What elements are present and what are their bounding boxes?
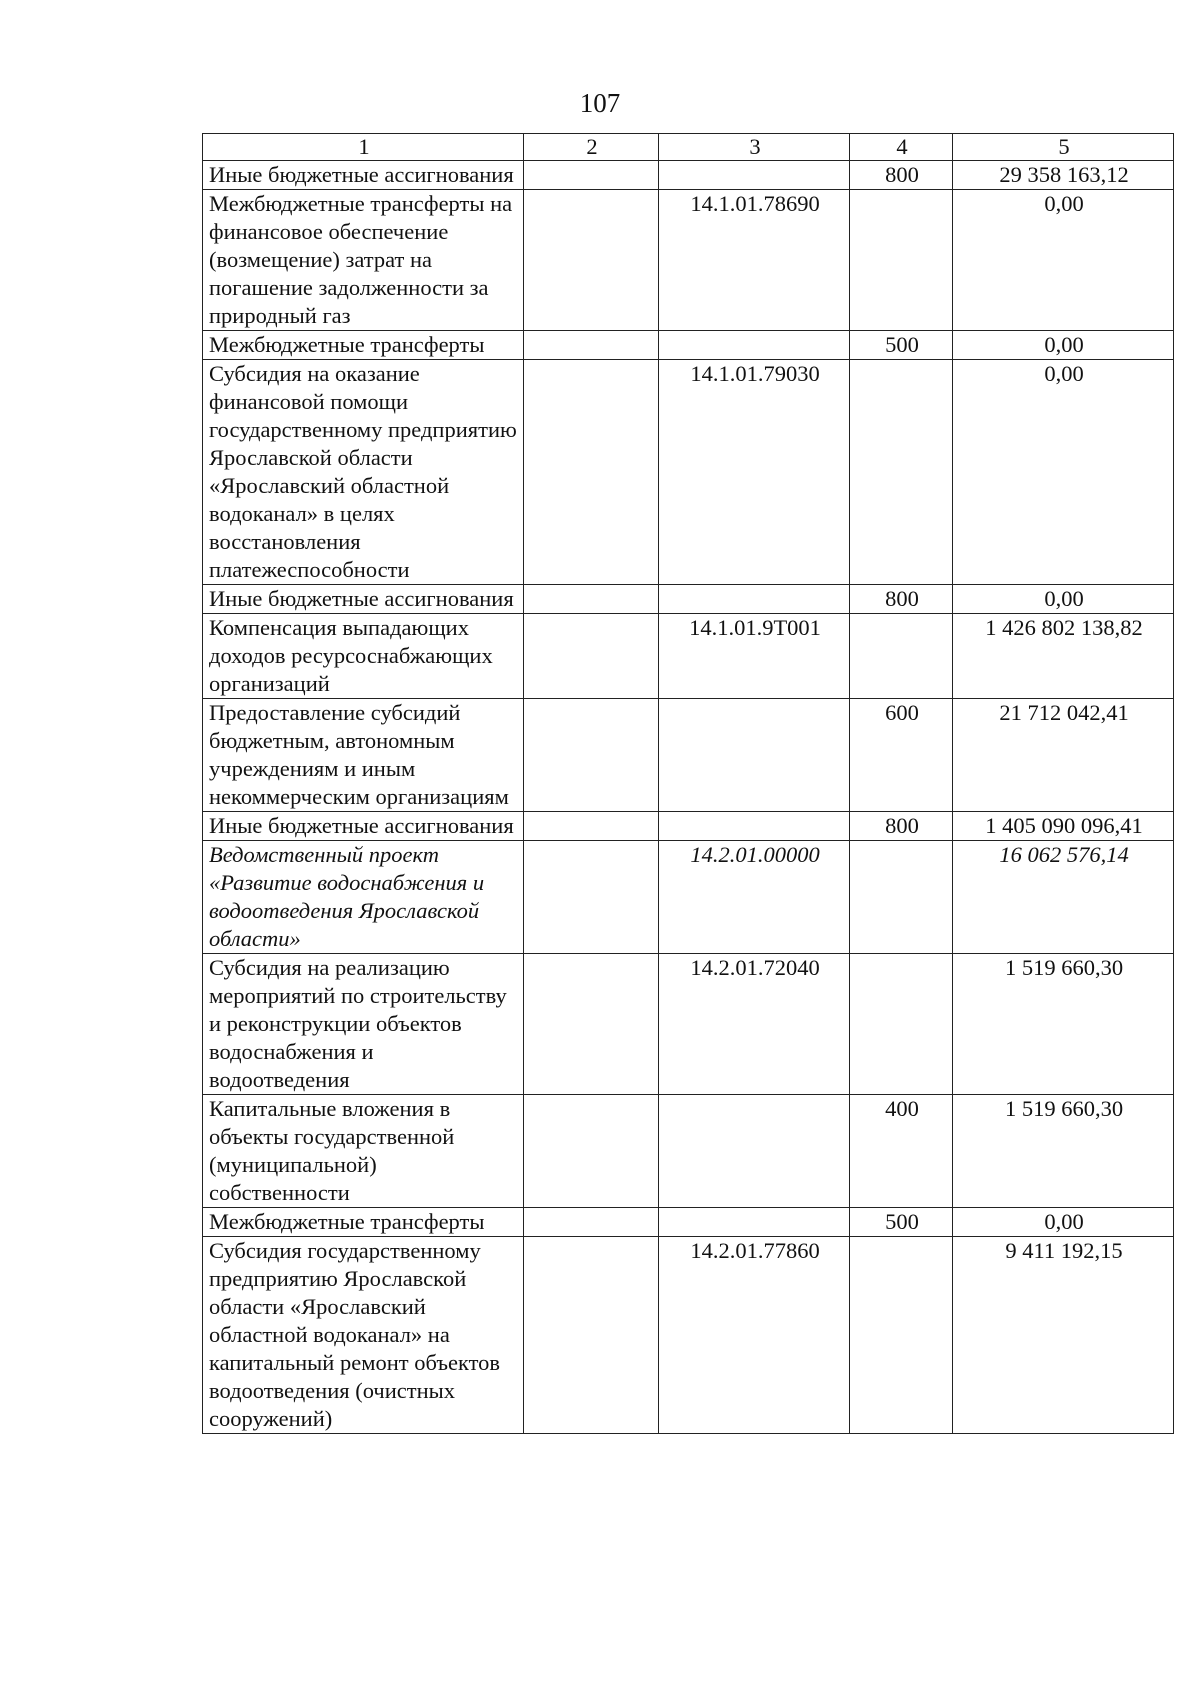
table-header-row	[203, 134, 1174, 161]
row-amount-cell: 16 062 576,14	[953, 841, 1174, 954]
row-code-cell: 14.1.01.9Т001	[659, 614, 850, 699]
table-row	[203, 1208, 1174, 1237]
row-col2-cell	[524, 812, 659, 841]
row-code-cell: 14.1.01.78690	[659, 190, 850, 331]
table-row	[203, 699, 1174, 812]
row-type-cell	[850, 954, 953, 1095]
page-number: 107	[579, 88, 621, 118]
row-type-cell	[850, 360, 953, 585]
row-name-cell: Ведомственный проект «Развитие водоснабжения и водоотведения Ярославской области»	[203, 841, 524, 954]
row-name-cell: Капитальные вложения в объекты государственной (муниципальной) собственности	[203, 1095, 524, 1208]
row-col2-cell	[524, 614, 659, 699]
row-amount-cell: 1 519 660,30	[953, 1095, 1174, 1208]
row-code-cell	[659, 585, 850, 614]
row-code-cell	[659, 1208, 850, 1237]
column-header-2: 2	[524, 134, 659, 161]
row-name-cell: Межбюджетные трансферты на финансовое обеспечение (возмещение) затрат на погашение задолженности за природный газ	[203, 190, 524, 331]
row-amount-cell: 0,00	[953, 1208, 1174, 1237]
table-row	[203, 331, 1174, 360]
row-code-cell	[659, 331, 850, 360]
row-name-cell: Иные бюджетные ассигнования	[203, 585, 524, 614]
row-type-cell: 800	[850, 585, 953, 614]
row-code-cell: 14.2.01.72040	[659, 954, 850, 1095]
table-row	[203, 812, 1174, 841]
row-amount-cell: 1 426 802 138,82	[953, 614, 1174, 699]
table-row	[203, 954, 1174, 1095]
row-type-cell: 400	[850, 1095, 953, 1208]
row-amount-cell: 1 519 660,30	[953, 954, 1174, 1095]
row-code-cell	[659, 161, 850, 190]
row-amount-cell: 0,00	[953, 585, 1174, 614]
row-name-cell: Компенсация выпадающих доходов ресурсоснабжающих организаций	[203, 614, 524, 699]
row-name-cell: Межбюджетные трансферты	[203, 1208, 524, 1237]
row-col2-cell	[524, 699, 659, 812]
row-name-cell: Межбюджетные трансферты	[203, 331, 524, 360]
row-code-cell: 14.2.01.00000	[659, 841, 850, 954]
table-row	[203, 1237, 1174, 1434]
row-code-cell: 14.1.01.79030	[659, 360, 850, 585]
row-type-cell: 500	[850, 1208, 953, 1237]
row-code-cell	[659, 699, 850, 812]
row-type-cell	[850, 614, 953, 699]
table-row	[203, 841, 1174, 954]
row-type-cell	[850, 190, 953, 331]
row-amount-cell: 0,00	[953, 360, 1174, 585]
column-header-4: 4	[850, 134, 953, 161]
table-row	[203, 1095, 1174, 1208]
table-row	[203, 360, 1174, 585]
row-type-cell: 800	[850, 812, 953, 841]
table-row	[203, 614, 1174, 699]
row-type-cell	[850, 1237, 953, 1434]
row-col2-cell	[524, 1208, 659, 1237]
row-col2-cell	[524, 954, 659, 1095]
column-header-1: 1	[203, 134, 524, 161]
row-col2-cell	[524, 331, 659, 360]
budget-table	[202, 133, 1174, 1434]
row-type-cell: 500	[850, 331, 953, 360]
row-name-cell: Субсидия государственному предприятию Ярославской области «Ярославский областной водоканал» на капитальный ремонт объектов водоотведения (очистных сооружений)	[203, 1237, 524, 1434]
row-amount-cell: 9 411 192,15	[953, 1237, 1174, 1434]
table-row	[203, 161, 1174, 190]
row-code-cell	[659, 812, 850, 841]
row-col2-cell	[524, 1095, 659, 1208]
row-code-cell	[659, 1095, 850, 1208]
row-name-cell: Иные бюджетные ассигнования	[203, 812, 524, 841]
row-col2-cell	[524, 190, 659, 331]
column-header-5: 5	[953, 134, 1174, 161]
row-name-cell: Предоставление субсидий бюджетным, автономным учреждениям и иным некоммерческим организациям	[203, 699, 524, 812]
row-type-cell	[850, 841, 953, 954]
row-name-cell: Иные бюджетные ассигнования	[203, 161, 524, 190]
row-amount-cell: 1 405 090 096,41	[953, 812, 1174, 841]
table-row	[203, 585, 1174, 614]
row-code-cell: 14.2.01.77860	[659, 1237, 850, 1434]
row-col2-cell	[524, 841, 659, 954]
row-amount-cell: 29 358 163,12	[953, 161, 1174, 190]
row-amount-cell: 0,00	[953, 190, 1174, 331]
row-type-cell: 800	[850, 161, 953, 190]
column-header-3: 3	[659, 134, 850, 161]
row-amount-cell: 21 712 042,41	[953, 699, 1174, 812]
row-col2-cell	[524, 161, 659, 190]
row-col2-cell	[524, 360, 659, 585]
row-name-cell: Субсидия на реализацию мероприятий по строительству и реконструкции объектов водоснабжения и водоотведения	[203, 954, 524, 1095]
table-body	[203, 161, 1174, 1434]
row-col2-cell	[524, 585, 659, 614]
table-row	[203, 190, 1174, 331]
row-name-cell: Субсидия на оказание финансовой помощи государственному предприятию Ярославской области «Ярославский областной водоканал» в целях восстановления платежеспособности	[203, 360, 524, 585]
row-col2-cell	[524, 1237, 659, 1434]
row-amount-cell: 0,00	[953, 331, 1174, 360]
row-type-cell: 600	[850, 699, 953, 812]
